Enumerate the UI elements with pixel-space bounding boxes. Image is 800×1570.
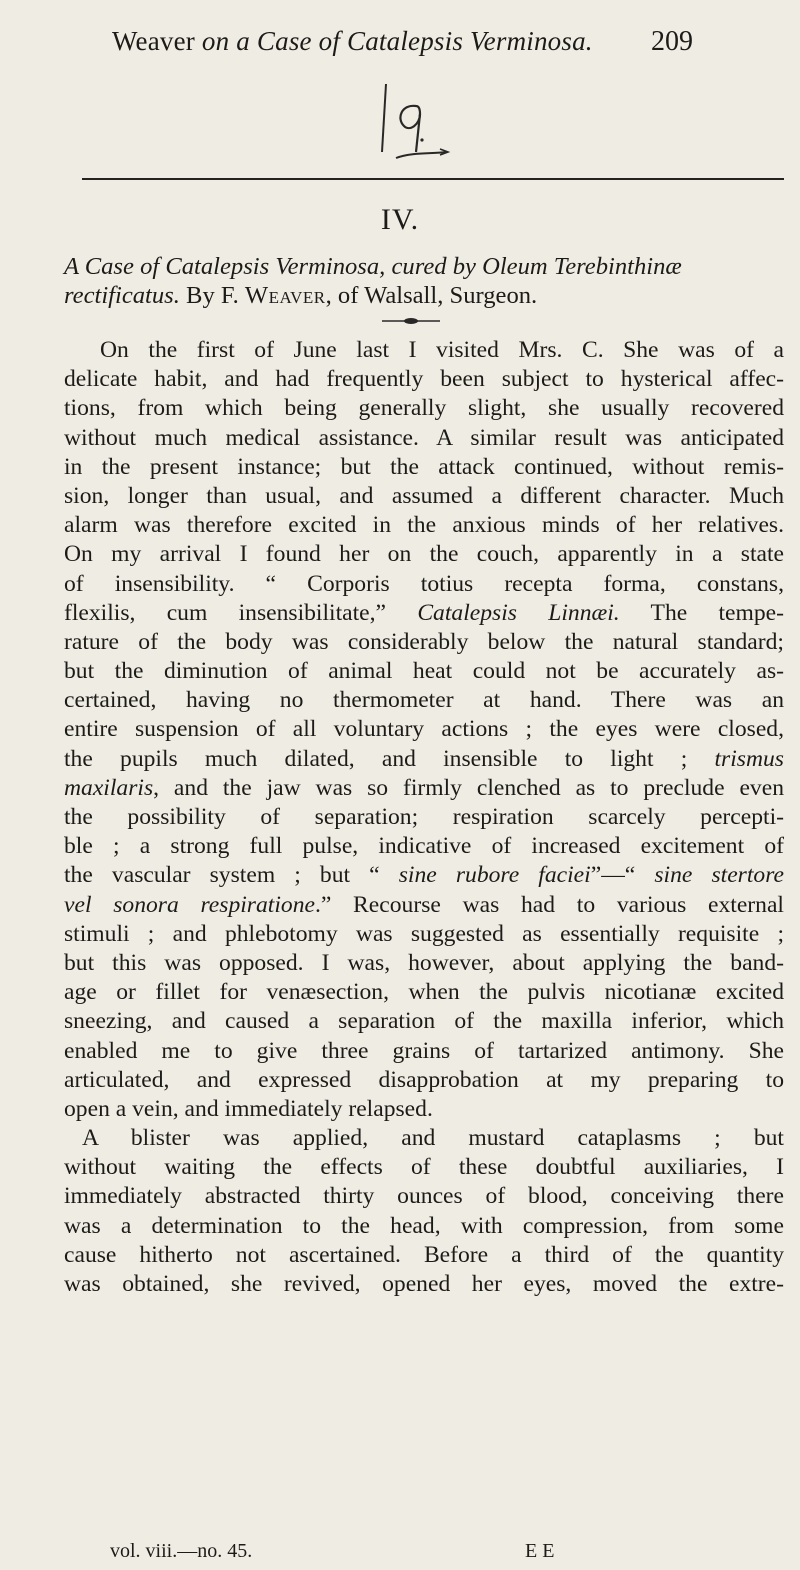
body-line (64, 1066, 784, 1095)
body-line (64, 686, 784, 715)
text-run: flexilis, cum insensibilitate,” (64, 599, 418, 626)
section-number: IV. (380, 203, 420, 236)
heading-byline-pre: By F. (179, 282, 245, 309)
page-number: 209 (651, 26, 693, 57)
text-run: sion, longer than usual, and assumed a different character. Much (64, 482, 784, 509)
text-run: immediately abstracted thirty ounces of blood, conceiving there (64, 1183, 784, 1210)
text-run: of insensibility. “ Corporis totius recepta forma, constans, (64, 570, 784, 597)
text-run: .” Recourse was had to various external (314, 891, 784, 918)
text-run: the possibility of separation; respiration scarcely percepti- (64, 804, 784, 830)
heading-byline-post: , of Walsall, Surgeon. (325, 282, 538, 309)
body-line (64, 511, 784, 540)
body-line (64, 540, 784, 569)
text-run: stimuli ; and phlebotomy was suggested as essentially requisite ; (64, 920, 784, 947)
body-line (64, 1241, 784, 1270)
body-line (64, 978, 784, 1007)
text-run: rature of the body was considerably below the natural standard; (64, 628, 784, 655)
text-run: ble ; a strong full pulse, indicative of increased excitement of (64, 833, 784, 860)
text-run: tions, from which being generally slight, she usually recovered (64, 395, 784, 422)
text-run: open a vein, and immediately relapsed. (64, 1095, 433, 1122)
body-text (64, 336, 784, 1299)
text-run: entire suspension of all voluntary actions ; the eyes were closed, (64, 716, 784, 743)
text-run: the vascular system ; but “ (64, 862, 399, 889)
body-line (64, 1270, 784, 1299)
body-line (64, 1007, 784, 1036)
text-run: the pupils much dilated, and insensible to light ; (64, 745, 715, 772)
body-line (64, 1095, 784, 1124)
body-line (64, 628, 784, 657)
body-line (64, 774, 784, 803)
text-run: enabled me to give three grains of tartarized antimony. She (64, 1037, 784, 1064)
body-line (64, 394, 784, 423)
body-line (64, 803, 784, 832)
text-run: was obtained, she revived, opened her eyes, moved the extre- (64, 1271, 784, 1297)
text-run: On the first of June last I visited Mrs. C. She was of a (100, 337, 784, 363)
text-run: The tempe- (619, 599, 784, 626)
text-run: in the present instance; but the attack continued, without remis- (64, 453, 784, 480)
body-line (64, 453, 784, 482)
text-run: delicate habit, and had frequently been subject to hysterical affec- (64, 366, 784, 393)
footer-signature: E E (525, 1540, 555, 1562)
author-name: Weaver (244, 282, 326, 309)
text-run: A blister was applied, and mustard cataplasms ; but (82, 1125, 784, 1152)
text-run: was a determination to the head, with compression, from some (64, 1212, 784, 1239)
text-run: age or fillet for venæsection, when the pulvis nicotianæ excited (64, 979, 784, 1006)
body-line (64, 365, 784, 394)
body-line (64, 920, 784, 949)
body-line (64, 745, 784, 774)
heading-title-italic: A Case of Catalepsis Verminosa, cured by Oleum Terebinthinæ (64, 253, 682, 280)
running-title-plain: Weaver (112, 26, 202, 56)
running-title-italic: on a Case of Catalepsis Verminosa. (201, 26, 593, 56)
italic-phrase: sine rubore faciei (398, 862, 591, 889)
text-run: cause hitherto not ascertained. Before a third of the quantity (64, 1241, 784, 1268)
body-line (64, 1153, 784, 1182)
heading-line-1 (64, 252, 780, 281)
body-line (64, 715, 784, 744)
body-line (64, 1124, 784, 1153)
body-line (64, 1037, 784, 1066)
article-heading (64, 252, 780, 310)
italic-phrase: Catalepsis Linnæi. (417, 599, 620, 626)
body-line (64, 336, 784, 365)
text-run: but this was opposed. I was, however, about applying the band- (64, 949, 784, 976)
running-title (112, 26, 593, 57)
running-head (0, 26, 800, 66)
text-run: without waiting the effects of these doubtful auxiliaries, I (64, 1154, 784, 1181)
body-line (64, 832, 784, 861)
horizontal-rule (82, 178, 784, 180)
body-line (64, 599, 784, 628)
text-run: alarm was therefore excited in the anxious minds of her relatives. (64, 512, 784, 539)
text-run: articulated, and expressed disapprobation at my preparing to (64, 1066, 784, 1093)
body-line (64, 570, 784, 599)
text-run: but the diminution of animal heat could not be accurately as- (64, 658, 784, 685)
text-run: On my arrival I found her on the couch, apparently in a state (64, 541, 784, 568)
body-line (64, 482, 784, 511)
text-run: without much medical assistance. A similar result was anticipated (64, 424, 784, 451)
text-run: certained, having no thermometer at hand. There was an (64, 687, 784, 714)
body-line (64, 657, 784, 686)
text-run: sneezing, and caused a separation of the maxilla inferior, which (64, 1008, 784, 1035)
ornament-divider (380, 317, 442, 325)
italic-phrase: vel sonora respiratione (64, 891, 315, 918)
text-run: ”—“ (590, 862, 655, 889)
body-line (64, 424, 784, 453)
text-run: , and the jaw was so firmly clenched as to preclude even (153, 774, 784, 801)
body-line (64, 1212, 784, 1241)
body-line (64, 1182, 784, 1211)
italic-phrase: sine stertore (654, 862, 784, 889)
heading-line-2 (64, 281, 780, 310)
body-line (64, 861, 784, 890)
heading-title-italic-cont: rectificatus. (64, 282, 180, 309)
italic-phrase: maxilaris (64, 774, 154, 801)
italic-phrase: trismus (714, 745, 784, 772)
body-line (64, 949, 784, 978)
body-line (64, 891, 784, 920)
handwritten-mark-q (370, 78, 460, 168)
footer-volume: vol. viii.—no. 45. (110, 1540, 253, 1562)
